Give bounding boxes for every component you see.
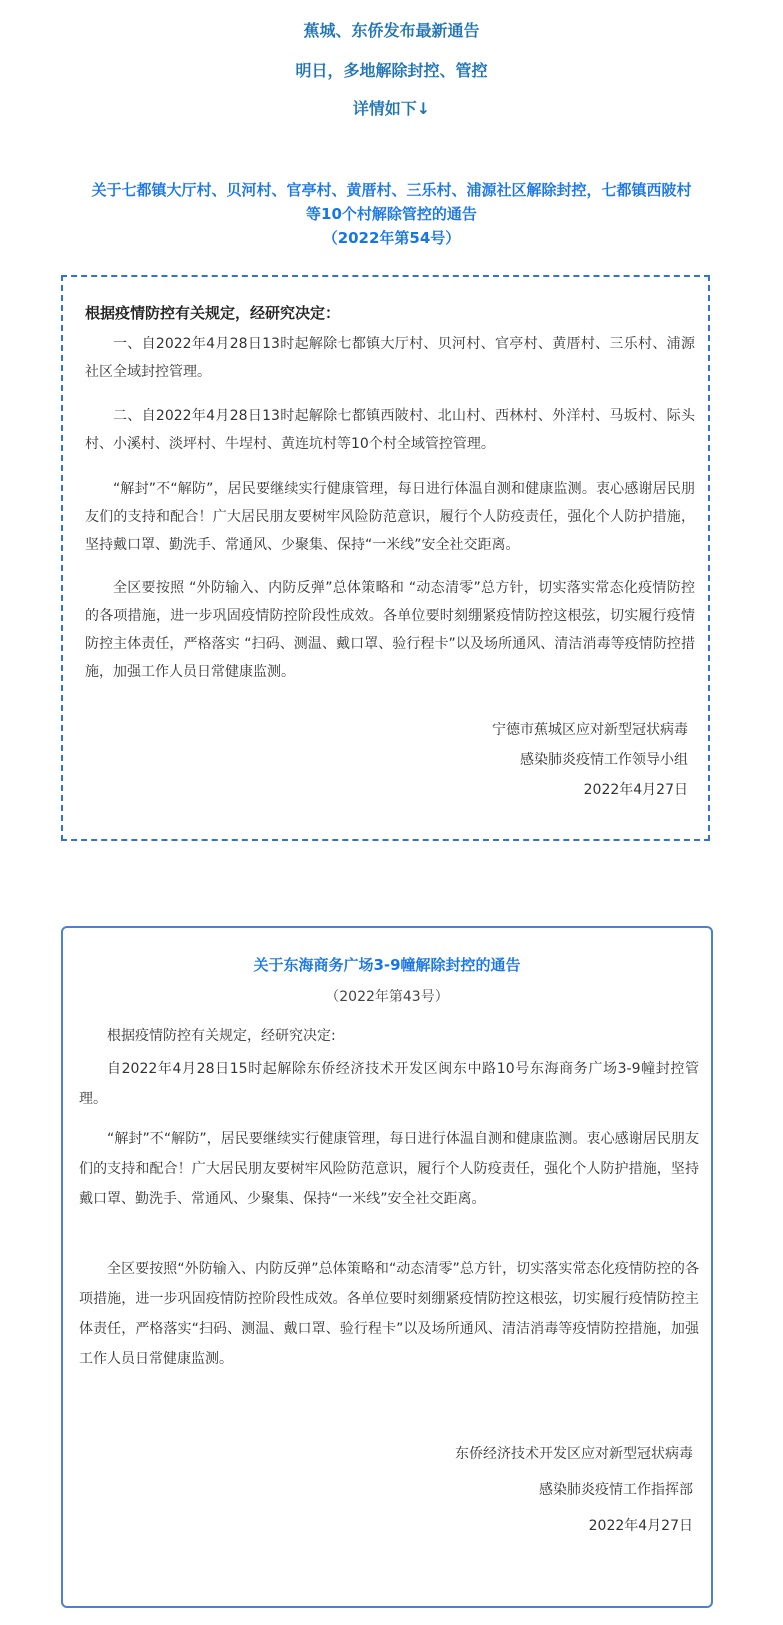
notice1-title <box>40 178 743 250</box>
notice2-signature <box>455 1436 693 1544</box>
notice2-signature-line1: 东侨经济技术开发区应对新型冠状病毒 <box>455 1446 693 1462</box>
notice1-signature-line2: 感染肺炎疫情工作领导小组 <box>520 752 688 768</box>
notice2-paragraph-2: “解封”不“解防”，居民要继续实行健康管理，每日进行体温自测和健康监测。衷心感谢居民朋友们的支持和配合！广大居民朋友要树牢风险防范意识，履行个人防疫责任，强化个人防护措施，坚持戴口罩、勤洗手、常通风、少聚集、保持“一米线”安全社交距离。 <box>79 1131 699 1207</box>
headline-1: 蕉城、东侨发布最新通告 <box>303 21 480 40</box>
notice1-title-line2: 等10个村解除管控的通告 <box>306 205 477 223</box>
notice2-signature-line2: 感染肺炎疫情工作指挥部 <box>539 1482 693 1498</box>
notice1-paragraph-3: “解封”不“解防”，居民要继续实行健康管理，每日进行体温自测和健康监测。衷心感谢居民朋友们的支持和配合！广大居民朋友要树牢风险防范意识，履行个人防疫责任，强化个人防护措施，坚持戴口罩、勤洗手、常通风、少聚集、保持“一米线”安全社交距离。 <box>85 481 695 553</box>
notice2-lead: 根据疫情防控有关规定，经研究决定: <box>107 1028 336 1044</box>
notice1-date: 2022年4月27日 <box>583 782 688 798</box>
notice1-signature-line1: 宁德市蕉城区应对新型冠状病毒 <box>492 722 688 738</box>
notice1-paragraph-1: 一、自2022年4月28日13时起解除七都镇大厅村、贝河村、官亭村、黄厝村、三乐村、浦源社区全域封控管理。 <box>85 336 695 380</box>
notice2-box <box>61 926 713 1608</box>
headline-3: 详情如下↓ <box>352 99 431 118</box>
notice2-number: （2022年第43号） <box>325 989 449 1005</box>
notice2-paragraph-3: 全区要按照“外防输入、内防反弹”总体策略和“动态清零”总方针，切实落实常态化疫情防控的各项措施，进一步巩固疫情防控阶段性成效。各单位要时刻绷紧疫情防控这根弦，切实履行疫情防控主体责任，严格落实“扫码、测温、戴口罩、验行程卡”以及场所通风、清洁消毒等疫情防控措施，加强工作人员日常健康监测。 <box>79 1261 699 1367</box>
notice2-title: 关于东海商务广场3-9幢解除封控的通告 <box>253 956 521 974</box>
notice1-signature <box>492 715 688 805</box>
notice1-paragraph-2: 二、自2022年4月28日13时起解除七都镇西陂村、北山村、西林村、外洋村、马坂村、际头村、小溪村、淡坪村、牛埕村、黄连坑村等10个村全域管控管理。 <box>85 408 695 452</box>
notice1-lead: 根据疫情防控有关规定，经研究决定： <box>85 304 341 322</box>
notice2-paragraph-1: 自2022年4月28日15时起解除东侨经济技术开发区闽东中路10号东海商务广场3-9幢封控管理。 <box>79 1061 699 1107</box>
notice1-title-line1: 关于七都镇大厅村、贝河村、官亭村、黄厝村、三乐村、浦源社区解除封控，七都镇西陂村 <box>91 181 692 199</box>
notice1-box <box>61 275 710 841</box>
notice2-date: 2022年4月27日 <box>588 1518 693 1534</box>
notice1-paragraph-4: 全区要按照 “外防输入、内防反弹”总体策略和 “动态清零”总方针，切实落实常态化疫情防控的各项措施，进一步巩固疫情防控阶段性成效。各单位要时刻绷紧疫情防控这根弦，切实履行疫情防控主体责任，严格落实 “扫码、测温、戴口罩、验行程卡”以及场所通风、清洁消毒等疫情防控措施，加强工作人员日常健康监测。 <box>85 580 695 680</box>
headline-2: 明日，多地解除封控、管控 <box>295 61 488 80</box>
notice1-number: （2022年第54号） <box>322 229 461 247</box>
